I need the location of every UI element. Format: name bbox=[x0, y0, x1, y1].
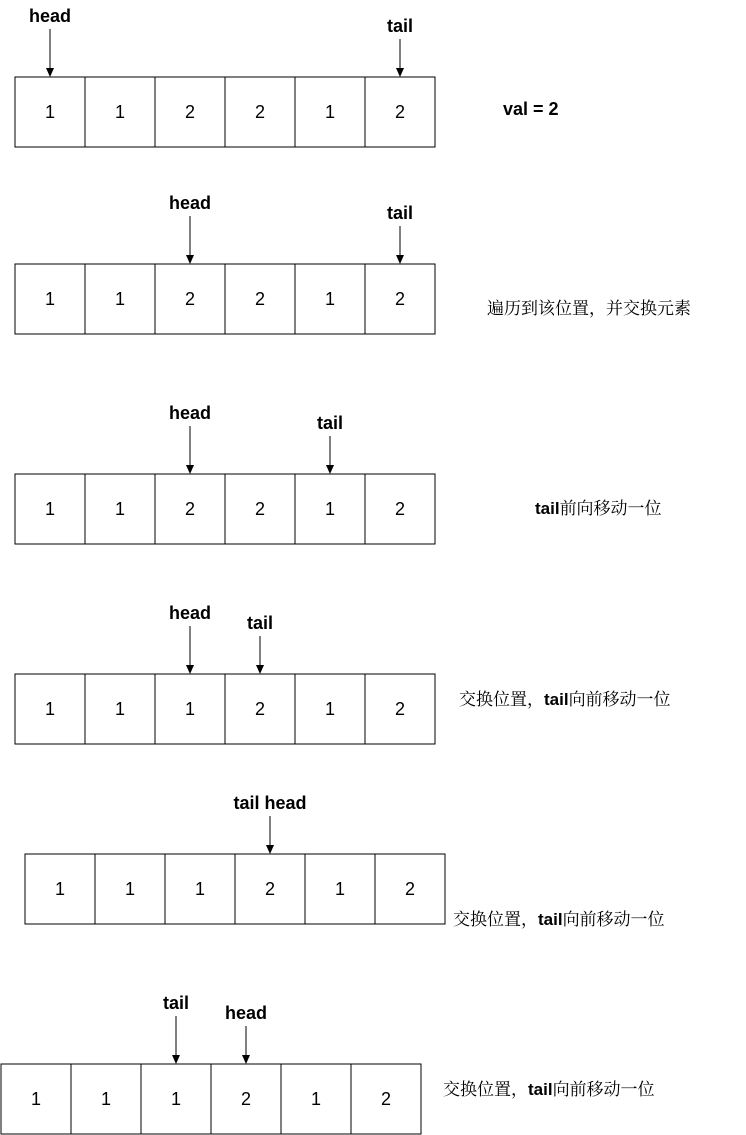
array-cell bbox=[71, 1064, 141, 1134]
arrow-down-icon bbox=[256, 665, 264, 674]
val-label: val = 2 bbox=[503, 99, 559, 119]
cell-value: 1 bbox=[324, 699, 336, 719]
cell-value: 1 bbox=[194, 879, 206, 899]
cell-value: 1 bbox=[184, 699, 196, 719]
array-cell bbox=[85, 264, 155, 334]
array-cell bbox=[85, 77, 155, 147]
pointer-label: head bbox=[168, 403, 212, 423]
note-segment: tail bbox=[544, 690, 569, 709]
array-cell bbox=[1, 1064, 71, 1134]
cell-value: 2 bbox=[184, 499, 196, 519]
arrow-down-icon bbox=[326, 465, 334, 474]
cell-value: 1 bbox=[114, 289, 126, 309]
array-cell bbox=[155, 77, 225, 147]
cell-value: 2 bbox=[394, 699, 406, 719]
array-cell bbox=[225, 77, 295, 147]
array-cell bbox=[365, 674, 435, 744]
step-6 bbox=[1, 993, 655, 1134]
pointer-head bbox=[169, 403, 211, 474]
arrow-down-icon bbox=[396, 255, 404, 264]
cell-value: 1 bbox=[114, 699, 126, 719]
cell-value: 2 bbox=[184, 102, 196, 122]
cell-value: 1 bbox=[44, 699, 56, 719]
array-cell bbox=[165, 854, 235, 924]
cell-value: 1 bbox=[324, 102, 336, 122]
cell-value: 2 bbox=[264, 879, 276, 899]
pointer-label: tail bbox=[386, 16, 414, 36]
array bbox=[15, 674, 435, 744]
step-note bbox=[443, 1080, 655, 1100]
cell-value: 1 bbox=[44, 102, 56, 122]
cell-value: 2 bbox=[380, 1089, 392, 1109]
step-5 bbox=[25, 793, 665, 930]
pointer-head bbox=[225, 1003, 267, 1064]
note-segment: 交换位置， bbox=[459, 690, 544, 710]
array bbox=[1, 1064, 421, 1134]
array-cell bbox=[225, 474, 295, 544]
note-segment: 交换位置， bbox=[453, 910, 538, 930]
pointer-tail-head bbox=[233, 793, 306, 854]
pointer-head bbox=[169, 193, 211, 264]
note-segment: tail bbox=[528, 1080, 553, 1099]
cell-value: 1 bbox=[114, 102, 126, 122]
note-segment: 向前移动一位 bbox=[562, 910, 665, 930]
step-note bbox=[459, 690, 671, 710]
cell-value: 2 bbox=[404, 879, 416, 899]
note-segment: 向前移动一位 bbox=[552, 1080, 655, 1100]
step-note bbox=[535, 499, 662, 519]
array-cell bbox=[15, 264, 85, 334]
step-2 bbox=[15, 193, 691, 334]
arrow-down-icon bbox=[186, 255, 194, 264]
arrow-down-icon bbox=[242, 1055, 250, 1064]
note-segment: tail bbox=[535, 499, 560, 518]
array-cell bbox=[225, 674, 295, 744]
array-cell bbox=[225, 264, 295, 334]
array-cell bbox=[155, 474, 225, 544]
cell-value: 2 bbox=[394, 102, 406, 122]
note-segment: 前向移动一位 bbox=[559, 499, 662, 519]
cell-value: 1 bbox=[324, 289, 336, 309]
arrow-down-icon bbox=[172, 1055, 180, 1064]
arrow-down-icon bbox=[396, 68, 404, 77]
cell-value: 1 bbox=[170, 1089, 182, 1109]
array-cell bbox=[25, 854, 95, 924]
cell-value: 1 bbox=[44, 499, 56, 519]
pointer-label: head bbox=[224, 1003, 268, 1023]
array bbox=[25, 854, 445, 924]
array-cell bbox=[235, 854, 305, 924]
note-segment: 遍历到该位置，并交换元素 bbox=[487, 299, 691, 319]
pointer-label: tail bbox=[386, 203, 414, 223]
array-cell bbox=[85, 474, 155, 544]
array-cell bbox=[211, 1064, 281, 1134]
pointer-tail bbox=[387, 16, 413, 77]
pointer-label: tail bbox=[162, 993, 190, 1013]
pointer-label: head bbox=[168, 193, 212, 213]
step-1 bbox=[15, 6, 435, 147]
cell-value: 1 bbox=[30, 1089, 42, 1109]
pointer-label: head bbox=[168, 603, 212, 623]
step-note bbox=[453, 910, 665, 930]
cell-value: 2 bbox=[240, 1089, 252, 1109]
cell-value: 1 bbox=[44, 289, 56, 309]
array-cell bbox=[15, 77, 85, 147]
array-cell bbox=[375, 854, 445, 924]
cell-value: 2 bbox=[394, 499, 406, 519]
arrow-down-icon bbox=[266, 845, 274, 854]
array-cell bbox=[351, 1064, 421, 1134]
pointer-label: head bbox=[28, 6, 72, 26]
arrow-down-icon bbox=[46, 68, 54, 77]
pointer-head bbox=[29, 6, 71, 77]
array-cell bbox=[155, 264, 225, 334]
cell-value: 1 bbox=[54, 879, 66, 899]
array-cell bbox=[305, 854, 375, 924]
cell-value: 2 bbox=[254, 699, 266, 719]
array-cell bbox=[141, 1064, 211, 1134]
step-4 bbox=[15, 603, 671, 744]
pointer-tail bbox=[247, 613, 273, 674]
step-3 bbox=[15, 403, 662, 544]
cell-value: 2 bbox=[254, 499, 266, 519]
array-cell bbox=[295, 77, 365, 147]
array-cell bbox=[15, 674, 85, 744]
note-segment: 向前移动一位 bbox=[568, 690, 671, 710]
arrow-down-icon bbox=[186, 465, 194, 474]
cell-value: 2 bbox=[254, 289, 266, 309]
pointer-tail bbox=[387, 203, 413, 264]
cell-value: 2 bbox=[184, 289, 196, 309]
pointer-label: tail bbox=[316, 413, 344, 433]
pointer-tail bbox=[163, 993, 189, 1064]
cell-value: 1 bbox=[124, 879, 136, 899]
cell-value: 1 bbox=[334, 879, 346, 899]
pointer-label: tail bbox=[246, 613, 274, 633]
array-cell bbox=[365, 474, 435, 544]
array-cell bbox=[365, 77, 435, 147]
array-cell bbox=[15, 474, 85, 544]
array-cell bbox=[155, 674, 225, 744]
array-cell bbox=[281, 1064, 351, 1134]
cell-value: 1 bbox=[114, 499, 126, 519]
array-cell bbox=[295, 264, 365, 334]
array-cell bbox=[95, 854, 165, 924]
pointer-label: tail head bbox=[233, 793, 307, 813]
array bbox=[15, 264, 435, 334]
cell-value: 2 bbox=[254, 102, 266, 122]
array-cell bbox=[365, 264, 435, 334]
pointer-head bbox=[169, 603, 211, 674]
note-segment: 交换位置， bbox=[443, 1080, 528, 1100]
array-cell bbox=[85, 674, 155, 744]
note-segment: tail bbox=[538, 910, 563, 929]
array-cell bbox=[295, 674, 365, 744]
step-note bbox=[487, 299, 691, 319]
cell-value: 1 bbox=[324, 499, 336, 519]
arrow-down-icon bbox=[186, 665, 194, 674]
cell-value: 1 bbox=[100, 1089, 112, 1109]
array bbox=[15, 77, 435, 147]
cell-value: 1 bbox=[310, 1089, 322, 1109]
cell-value: 2 bbox=[394, 289, 406, 309]
array bbox=[15, 474, 435, 544]
array-cell bbox=[295, 474, 365, 544]
pointer-tail bbox=[317, 413, 343, 474]
